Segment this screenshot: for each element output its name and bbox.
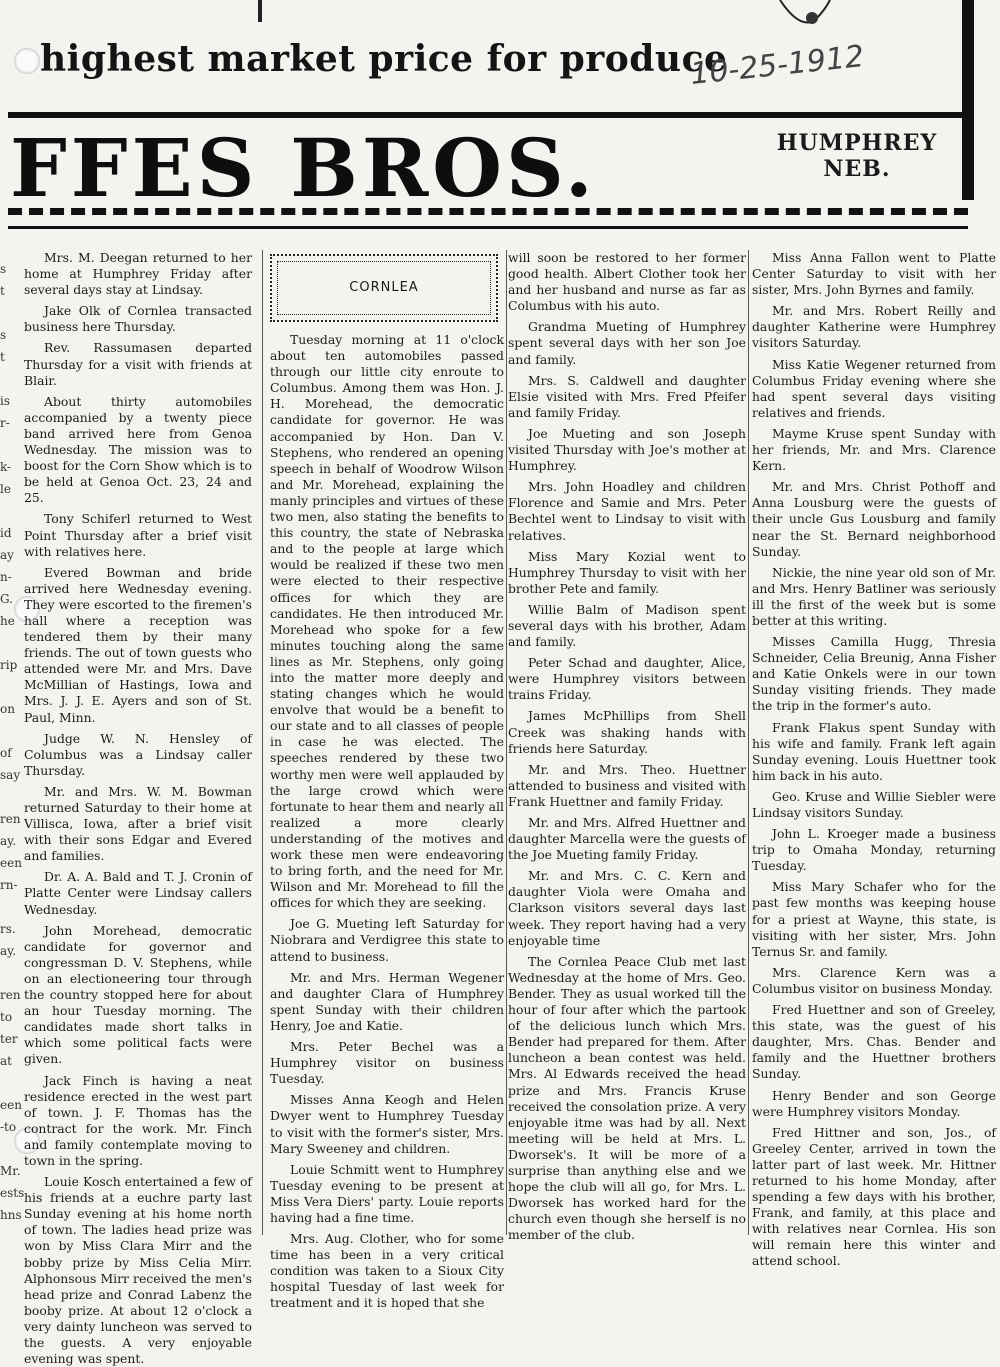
news-item: Mr. and Mrs. W. M. Bowman returned Saturday to their home at Villisca, Iowa, after a brief visit with their sons Edgar and Evered and families. (24, 783, 252, 864)
news-item: Louie Kosch entertained a few of his friends at a euchre party last Sunday evening at his home north of town. The ladies head prize was won by Miss Clara Mirr and the bobby prize by Miss Celia Mirr. Alphonsous Mirr received the men's head prize and Conrad Labenz the booby prize. At about 12 o'clock a very dainty luncheon was served to the guests. A very enjoyable evening was spent. (24, 1174, 252, 1367)
edge-fragment: ren (0, 812, 21, 826)
ad-rule-top (8, 112, 968, 118)
news-item: Judge W. N. Hensley of Columbus was a Lindsay caller Thursday. (24, 730, 252, 778)
news-item: Jake Olk of Cornlea transacted business here Thursday. (24, 303, 252, 335)
news-item: Mayme Kruse spent Sunday with her friends, Mr. and Mrs. Clarence Kern. (752, 425, 996, 474)
ad-rule-base (8, 226, 968, 229)
news-item: Fred Hittner and son, Jos., of Greeley Center, arrived in town the latter part of last week. Mr. Hittner returned to his home Monday, after spending a few days with his brother, Frank, and family, at this place and with relatives near Cornlea. His son will remain here this winter and attend school. (752, 1124, 996, 1269)
edge-fragment: is (0, 394, 10, 408)
edge-fragment: on (0, 702, 15, 716)
news-item: About thirty automobiles accompanied by a twenty piece band arrived here from Genoa Wednesday. The mission was to boost for the Corn Show which is to be held at Genoa Oct. 23, 24 and 25. (24, 393, 252, 506)
edge-fragment: Mr. (0, 1164, 21, 1178)
punch-hole (14, 48, 40, 74)
news-item: Mr. and Mrs. Christ Pothoff and Anna Lousburg were the guests of their uncle Gus Lousburg and family near the St. Bernard neighborhood Sunday. (752, 479, 996, 559)
news-item: Misses Anna Keogh and Helen Dwyer went to Humphrey Tuesday to visit with the former's sister, Mrs. Mary Sweeney and children. (270, 1092, 504, 1156)
news-item: Miss Katie Wegener returned from Columbus Friday evening where she had spent several days visiting relatives and friends. (752, 356, 996, 420)
edge-fragment: rip (0, 658, 18, 672)
ad-tagline: highest market price for produce (40, 38, 728, 80)
edge-fragment: t (0, 284, 5, 298)
edge-fragment: n- (0, 570, 12, 584)
news-column-2 (270, 250, 504, 1311)
edge-fragment: hns (0, 1208, 22, 1222)
edge-fragment: id (0, 526, 12, 540)
edge-fragment: of (0, 746, 12, 760)
news-item: Mrs. M. Deegan returned to her home at Humphrey Friday after several days stay at Lindsay. (24, 250, 252, 298)
news-item: Joe G. Mueting left Saturday for Niobrara and Verdigree this state to attend to business. (270, 916, 504, 964)
edge-fragment: k- (0, 460, 12, 474)
news-item: Mrs. Clarence Kern was a Columbus visitor on business Monday. (752, 964, 996, 996)
edge-fragment: r- (0, 416, 10, 430)
news-column-3 (508, 250, 746, 1250)
news-item: Miss Mary Kozial went to Humphrey Thursday to visit with her brother Pete and family. (508, 548, 746, 596)
news-item: Geo. Kruse and Willie Siebler were Lindsay visitors Sunday. (752, 788, 996, 820)
news-item: Mrs. Aug. Clother, who for some time has been in a very critical condition was taken to a Sioux City hospital Tuesday of last week for treatment and it is hoped that she (270, 1231, 504, 1311)
news-item: Rev. Rassumasen departed Thursday for a visit with friends at Blair. (24, 340, 252, 388)
news-item: Mrs. Peter Bechel was a Humphrey visitor on business Tuesday. (270, 1039, 504, 1087)
ad-location (772, 130, 942, 182)
news-item: Misses Camilla Hugg, Thresia Schneider, Celia Breunig, Anna Fisher and Katie Onkels were in our town Sunday visiting friends. They made the trip in the former's auto. (752, 634, 996, 714)
news-item: The Cornlea Peace Club met last Wednesday at the home of Mrs. Geo. Bender. They as usual worked till the hour of four after which the partook of the delicious lunch which Mrs. Bender had prepared for them. After luncheon a bean contest was held. Mrs. Al Edwards received the head prize and Mrs. Francis Kruse received the consolation prize. A very enjoyable itme was had by all. Next meeting will be held at Mrs. L. Dworsek's. It will be more of a surprise than anything else and we hope the club will all go, for Mrs. L. Dworsek has worked hard for the church even though she herself is no member of the club. (508, 953, 746, 1243)
illustration-fragment (770, 0, 840, 40)
news-columns (0, 250, 1000, 1367)
news-item: James McPhillips from Shell Creek was shaking hands with friends here Saturday. (508, 708, 746, 756)
news-item: will soon be restored to her former good health. Albert Clother took her and her husband and nurse as far as Columbus with his auto. (508, 250, 746, 314)
news-item: John Morehead, democratic candidate for governor and congressman D. V. Stephens, while on an electioneering tour through the country stopped here for about an hour Tuesday morning. The candidates made short talks in which some political facts were given. (24, 922, 252, 1067)
edge-fragment: G. (0, 592, 13, 606)
news-item: Mr. and Mrs. Alfred Huettner and daughter Marcella were the guests of the Joe Mueting family Friday. (508, 815, 746, 863)
news-item: Jack Finch is having a neat residence erected in the west part of town. J. F. Thomas has the contract for the work. Mr. Finch and family contemplate moving to town in the spring. (24, 1072, 252, 1168)
ad-right-border (962, 0, 974, 200)
news-item: Mrs. John Hoadley and children Florence and Samie and Mrs. Peter Bechtel went to Lindsay to visit with relatives. (508, 479, 746, 543)
edge-fragment: ests (0, 1186, 25, 1200)
news-column-2-body (270, 332, 504, 1312)
news-item: Mr. and Mrs. Herman Wegener and daughter Clara of Humphrey spent Sunday with their children Henry, Joe and Katie. (270, 969, 504, 1033)
news-column-4 (752, 250, 996, 1269)
edge-fragment: s (0, 328, 7, 342)
edge-fragment: een (0, 856, 22, 870)
news-item: Mr. and Mrs. Theo. Huettner attended to business and visited with Frank Huettner and family Friday. (508, 761, 746, 809)
news-item: Willie Balm of Madison spent several days with his brother, Adam and family. (508, 601, 746, 650)
news-item: Grandma Mueting of Humphrey spent several days with her son Joe and family. (508, 319, 746, 367)
ad-location-state: NEB. (823, 156, 891, 182)
edge-fragment: say (0, 768, 21, 782)
news-column-1 (24, 250, 252, 1367)
edge-fragment: een (0, 1098, 22, 1112)
ad-border-segment (258, 0, 262, 22)
news-item: Fred Huettner and son of Greeley, this state, was the guest of his daughter, Mrs. Chas. Bender and family and the Huettner brothers Sunday. (752, 1002, 996, 1082)
news-item: Frank Flakus spent Sunday with his wife and family. Frank left again Sunday evening. Louis Huettner took him back in his auto. (752, 719, 996, 783)
news-item: Louie Schmitt went to Humphrey Tuesday evening to be present at Miss Vera Diers' party. Louie reports having had a fine time. (270, 1161, 504, 1225)
edge-fragment: ter (0, 1032, 18, 1046)
edge-fragment: s (0, 262, 7, 276)
edge-fragment: he (0, 614, 15, 628)
news-item: Joe Mueting and son Joseph visited Thursday with Joe's mother at Humphrey. (508, 425, 746, 474)
edge-fragment: le (0, 482, 11, 496)
edge-fragment: to (0, 1010, 13, 1024)
edge-fragment: ren (0, 988, 21, 1002)
ad-rule-bottom (8, 208, 968, 215)
edge-fragment: rn- (0, 878, 18, 892)
edge-fragment: ay. (0, 834, 17, 848)
ad-location-city: HUMPHREY (776, 130, 938, 156)
news-item: Dr. A. A. Bald and T. J. Cronin of Platte Center were Lindsay callers Wednesday. (24, 869, 252, 917)
news-item: Tony Schiferl returned to West Point Thursday after a brief visit with relatives here. (24, 511, 252, 559)
edge-fragment: ay. (0, 944, 17, 958)
edge-fragment: ay (0, 548, 14, 562)
news-item: Miss Mary Schafer who for the past few months was keeping house for a priest at Wayne, this state, is visiting with her sister, Mrs. John Ternus Sr. and family. (752, 879, 996, 959)
news-item: Nickie, the nine year old son of Mr. and Mrs. Henry Batliner was seriously ill the first of the week but is some better at this writing. (752, 564, 996, 628)
edge-fragment: -to (0, 1120, 17, 1134)
news-item: Mrs. S. Caldwell and daughter Elsie visited with Mrs. Fred Pfeifer and family Friday. (508, 372, 746, 420)
news-item: Henry Bender and son George were Humphrey visitors Monday. (752, 1087, 996, 1119)
ad-brand-name: FFES BROS. (10, 121, 597, 215)
news-item: Tuesday morning at 11 o'clock about ten automobiles passed through our little city enroute to Columbus. Among them was Hon. J. H. Morehead, the democratic candidate for governor. He was accompanied by Hon. Dan V. Stephens, who rendered an opening speech in behalf of Woodrow Wilson and Mr. Morehead, explaining the manly principles and virtues of these two men, also stating the benefits to this country, the state of Nebraska and to the people at large which would be realized if these two men were elected to their respective offices for which they are candidates. He then introduced Mr. Morehead who spoke for a few minutes touching along the same lines as Mr. Stephens, only going into the matter more deeply and stating changes which he would envolve that would be a benefit to our state and to all classes of people in case he was elected. The speeches rendered by these two worthy men were well applauded by the large crowd which were fortunate to hear them and nearly all realized a more clearly understanding of the motives and work these men were endeavoring to bring forth, and the need for Mr. Wilson and Mr. Morehead to fill the offices for which they are seeking. (270, 332, 504, 911)
edge-fragment: rs. (0, 922, 16, 936)
advertisement-header (0, 0, 1000, 240)
news-item: John L. Kroeger made a business trip to Omaha Monday, returning Tuesday. (752, 826, 996, 874)
news-item: Peter Schad and daughter, Alice, were Humphrey visitors between trains Friday. (508, 655, 746, 703)
news-item: Mr. and Mrs. C. C. Kern and daughter Viola were Omaha and Clarkson visitors several days last week. They report having had a very enjoyable time (508, 868, 746, 948)
edge-fragment: at (0, 1054, 12, 1068)
handwritten-date: 10-25-1912 (688, 38, 866, 93)
section-heading-box (270, 254, 498, 322)
news-item: Miss Anna Fallon went to Platte Center Saturday to visit with her sister, Mrs. John Byrnes and family. (752, 250, 996, 298)
news-item: Evered Bowman and bride arrived here Wednesday evening. They were escorted to the firemen's hall where a reception was tendered them by their many friends. The out of town guests who attended were Mr. and Mrs. Dave McMillian of Hastings, Iowa and Mrs. J. J. E. Ayers and son of St. Paul, Minn. (24, 564, 252, 725)
edge-fragment: t (0, 350, 5, 364)
section-title: CORNLEA (349, 279, 419, 295)
news-item: Mr. and Mrs. Robert Reilly and daughter Katherine were Humphrey visitors Saturday. (752, 303, 996, 351)
